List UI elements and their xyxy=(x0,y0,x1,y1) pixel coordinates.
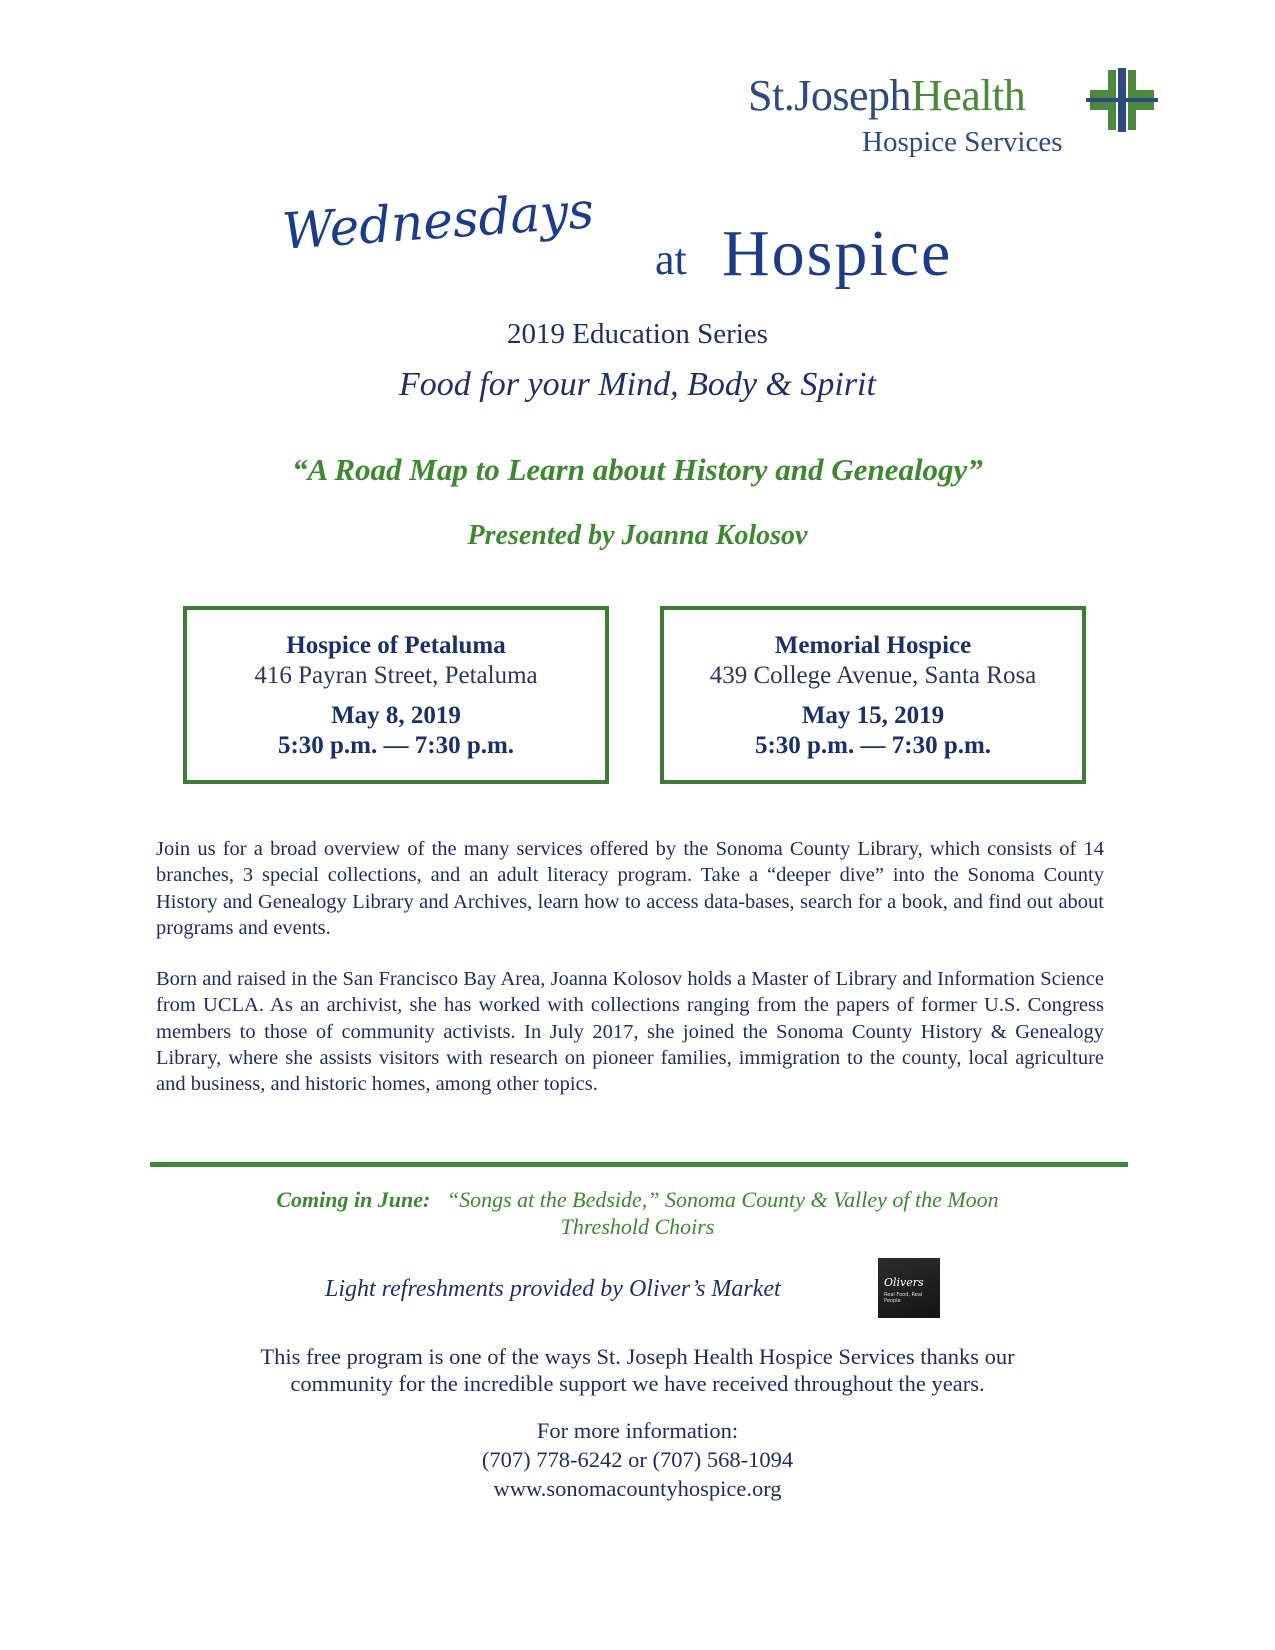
description-paragraph: Join us for a broad overview of the many services offered by the Sonoma County Library, which consists of 14 branches, 3 special collections, and an adult literacy program. Take a “deeper dive” into the Sonoma County History and Genealogy Library and Archives, learn how to access data-bases, search for a book, and find out about programs and events. xyxy=(156,838,1104,939)
thanks-line2: community for the incredible support we have received throughout the years. xyxy=(290,1371,985,1396)
logo-subtitle: Hospice Services xyxy=(862,126,1063,158)
olivers-logo-script: Olivers xyxy=(884,1276,924,1289)
coming-text-line1: “Songs at the Bedside,” Sonoma County & Valley of the Moon xyxy=(446,1187,999,1212)
thanks-note xyxy=(0,1343,1275,1397)
cross-icon xyxy=(1086,68,1158,132)
venue-box-petaluma xyxy=(183,606,609,784)
thanks-line1: This free program is one of the ways St. Joseph Health Hospice Services thanks our xyxy=(260,1344,1015,1369)
st-joseph-health-logo xyxy=(748,62,1168,162)
logo-name-part1: St.Joseph xyxy=(748,71,911,120)
presenter: Presented by Joanna Kolosov xyxy=(467,520,808,551)
venue-name: Memorial Hospice xyxy=(774,632,972,659)
contact-heading: For more information: xyxy=(536,1418,739,1443)
venue-date: May 8, 2019 xyxy=(331,702,461,729)
title-script-wednesdays: Wednesdays xyxy=(280,181,596,261)
logo-wordmark xyxy=(748,70,1025,121)
talk-title: “A Road Map to Learn about History and Genealogy” xyxy=(292,452,983,487)
refreshments-note: Light refreshments provided by Oliver’s Market xyxy=(325,1276,781,1302)
title-at: at xyxy=(655,235,687,284)
olivers-logo-tagline: Real Food, Real People xyxy=(884,1292,923,1304)
title-hospice: Hospice xyxy=(722,217,953,290)
venue-address: 416 Payran Street, Petaluma xyxy=(254,662,538,689)
contact-phones: (707) 778-6242 or (707) 568-1094 xyxy=(481,1447,794,1472)
venue-name: Hospice of Petaluma xyxy=(286,632,506,659)
tagline: Food for your Mind, Body & Spirit xyxy=(399,366,876,403)
logo-name-part2: Health xyxy=(910,71,1026,120)
series-subtitle: 2019 Education Series xyxy=(507,318,768,350)
venue-date: May 15, 2019 xyxy=(801,702,945,729)
olivers-market-logo xyxy=(878,1258,940,1318)
coming-text-line2: Threshold Choirs xyxy=(560,1214,715,1239)
coming-lead: Coming in June: xyxy=(276,1187,431,1212)
venue-time: 5:30 p.m. — 7:30 p.m. xyxy=(277,732,515,759)
venue-box-santa-rosa xyxy=(660,606,1086,784)
venue-address: 439 College Avenue, Santa Rosa xyxy=(709,662,1037,689)
contact-info xyxy=(0,1416,1275,1503)
contact-website[interactable]: www.sonomacountyhospice.org xyxy=(493,1476,782,1501)
coming-in-june xyxy=(0,1186,1275,1240)
section-divider xyxy=(150,1162,1128,1167)
presenter-bio-paragraph: Born and raised in the San Francisco Bay Area, Joanna Kolosov holds a Master of Library and Information Science from UCLA. As an archivist, she has worked with collections ranging from the papers of former U.S. Congress members to those of community activists. In July 2017, she joined the Sonoma County History & Genealogy Library, where she assists visitors with research on pioneer families, immigration to the county, local agriculture and business, and historic homes, among other topics. xyxy=(156,968,1104,1096)
venue-time: 5:30 p.m. — 7:30 p.m. xyxy=(754,732,992,759)
